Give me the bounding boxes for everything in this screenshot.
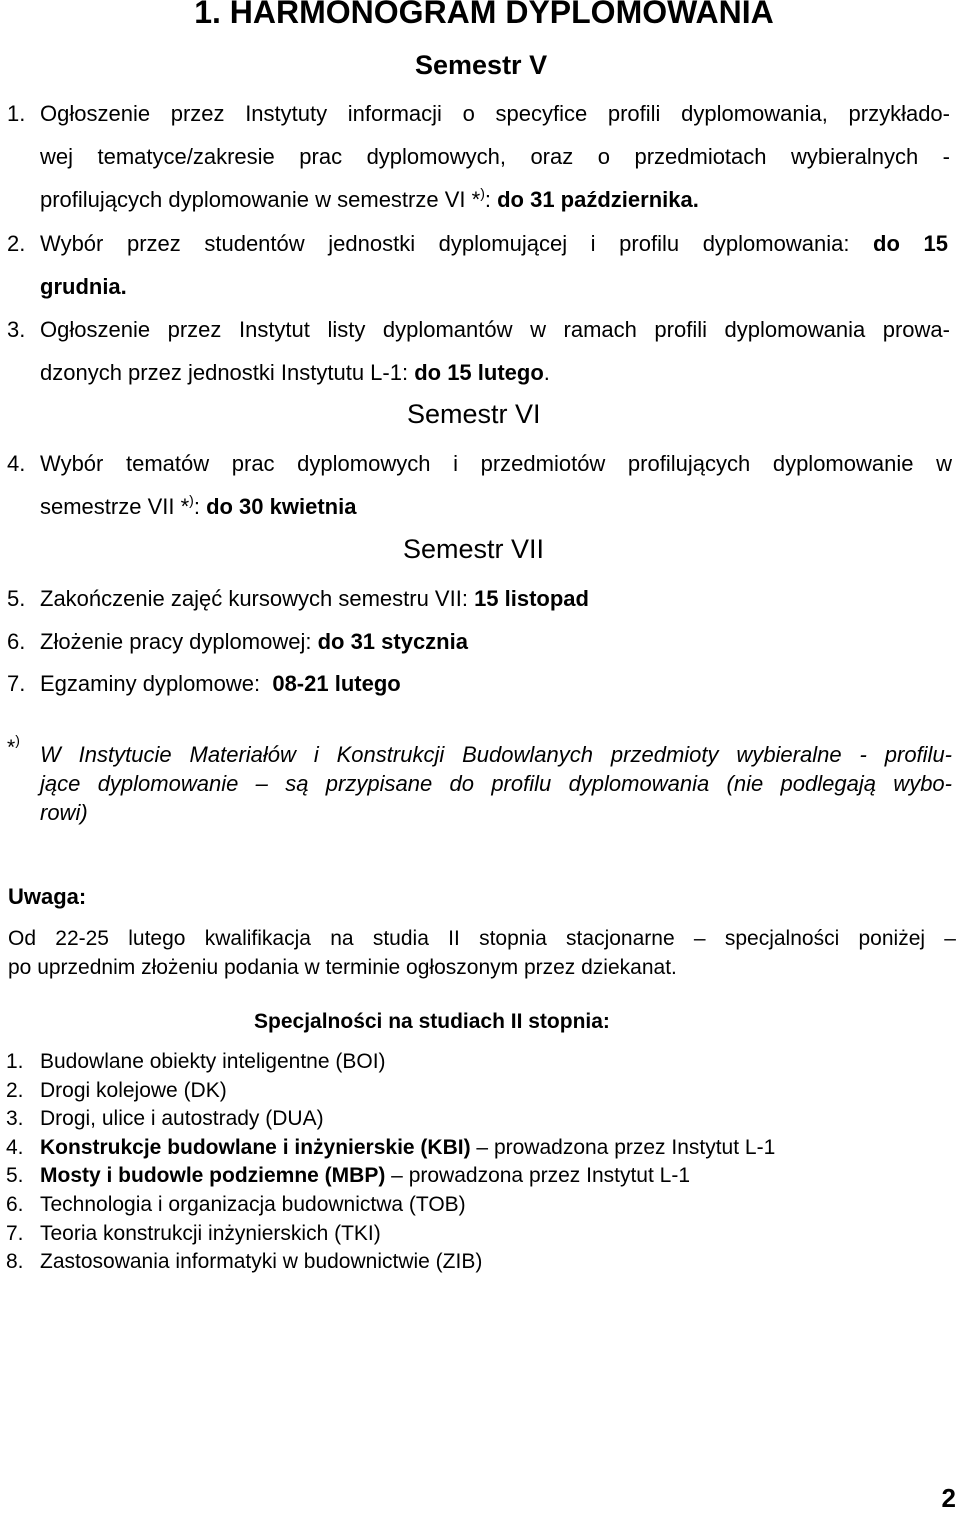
schedule-item-4 [0,442,960,528]
schedule-item-5 [0,577,960,620]
semester-vii-heading: Semestr VII [403,534,545,564]
item-2-deadline-part-1: do 15 [873,231,948,256]
list-item: 6. Technologia i organizacja budownictwa (TOB) [6,1192,466,1216]
list-item: 7. Teoria konstrukcji inżynierskich (TKI) [6,1221,381,1245]
list-item: 5. Mosty i budowle podziemne (MBP) – prowadzona przez Instytut L-1 [6,1164,691,1188]
item-1-line-2: wej tematyce/zakresie prac dyplomowych, oraz o przedmiotach wybieralnych - [40,144,950,169]
specializations-heading: Specjalności na studiach II stopnia: [254,1010,610,1033]
item-4-deadline: do 30 kwietnia [206,494,357,519]
schedule-item-7 [0,662,960,705]
item-5-deadline: 15 listopad [474,586,589,611]
item-number: 2. [7,231,26,256]
item-7-deadline: 08-21 lutego [272,671,401,696]
item-5-text: Zakończenie zajęć kursowych semestru VII: 15 listopad [40,586,589,611]
item-1-line-3: profilujących dyplomowanie w semestrze VI *): do 31 października. [40,185,699,212]
item-4-line-1: Wybór tematów prac dyplomowych i przedmiotów profilujących dyplomowanie w [40,451,952,476]
schedule-item-2 [0,222,960,308]
list-item: 8. Zastosowania informatyki w budownictwie (ZIB) [6,1250,483,1274]
item-6-deadline: do 31 stycznia [317,629,468,654]
item-number: 3. [7,317,26,342]
item-1-deadline: do 31 października. [497,187,699,212]
item-number: 6. [7,629,26,654]
item-number: 5. [7,586,26,611]
item-7-text: Egzaminy dyplomowe: 08-21 lutego [40,671,401,696]
schedule-item-6 [0,620,960,663]
specializations-list [0,1048,960,1277]
item-2-deadline-part-2: grudnia. [40,274,127,299]
note-heading: Uwaga: [8,884,87,909]
item-3-line-1: Ogłoszenie przez Instytut listy dyplomantów w ramach profili dyplomowania prowa- [40,317,950,342]
footnote-marker: *) [7,732,20,759]
item-3-deadline: do 15 lutego [414,360,544,385]
semester-vi-heading: Semestr VI [407,399,541,429]
item-2-line-2 [40,265,948,308]
item-number: 1. [7,101,26,126]
item-number: 7. [7,671,26,696]
page-title: 1. HARMONOGRAM DYPLOMOWANIA [194,0,774,30]
list-item: 2. Drogi kolejowe (DK) [6,1078,227,1102]
list-item: 4. Konstrukcje budowlane i inżynierskie (KBI) – prowadzona przez Instytut L-1 [6,1135,776,1159]
item-2-line-1: Wybór przez studentów jednostki dyplomującej i profilu dyplomowania: do 15 [40,231,948,256]
item-number: 4. [7,451,26,476]
page-number: 2 [941,1483,956,1513]
item-3-line-2: dzonych przez jednostki Instytutu L-1: do 15 lutego. [40,360,550,385]
footnote-text: W Instytucie Materiałów i Konstrukcji Budowlanych przedmioty wybieralne - profilu- jące dyplomowanie – są przypisane do profilu dyplomowania (nie podlegają wybo- rowi) [40,742,952,825]
item-1-line-1: Ogłoszenie przez Instytuty informacji o specyfice profili dyplomowania, przykłado- [40,101,950,126]
item-4-line-2: semestrze VII *): do 30 kwietnia [40,492,357,519]
item-6-text: Złożenie pracy dyplomowej: do 31 stycznia [40,629,468,654]
note-text: Od 22-25 lutego kwalifikacja na studia II stopnia stacjonarne – specjalności poniżej – po uprzednim złożeniu podania w terminie ogłoszonym przez dziekanat. [8,927,956,979]
list-item: 1. Budowlane obiekty inteligentne (BOI) [6,1050,386,1073]
semester-v-heading: Semestr V [415,50,548,80]
schedule-item-1 [0,92,960,222]
schedule-item-3 [0,308,960,394]
list-item: 3. Drogi, ulice i autostrady (DUA) [6,1107,324,1131]
